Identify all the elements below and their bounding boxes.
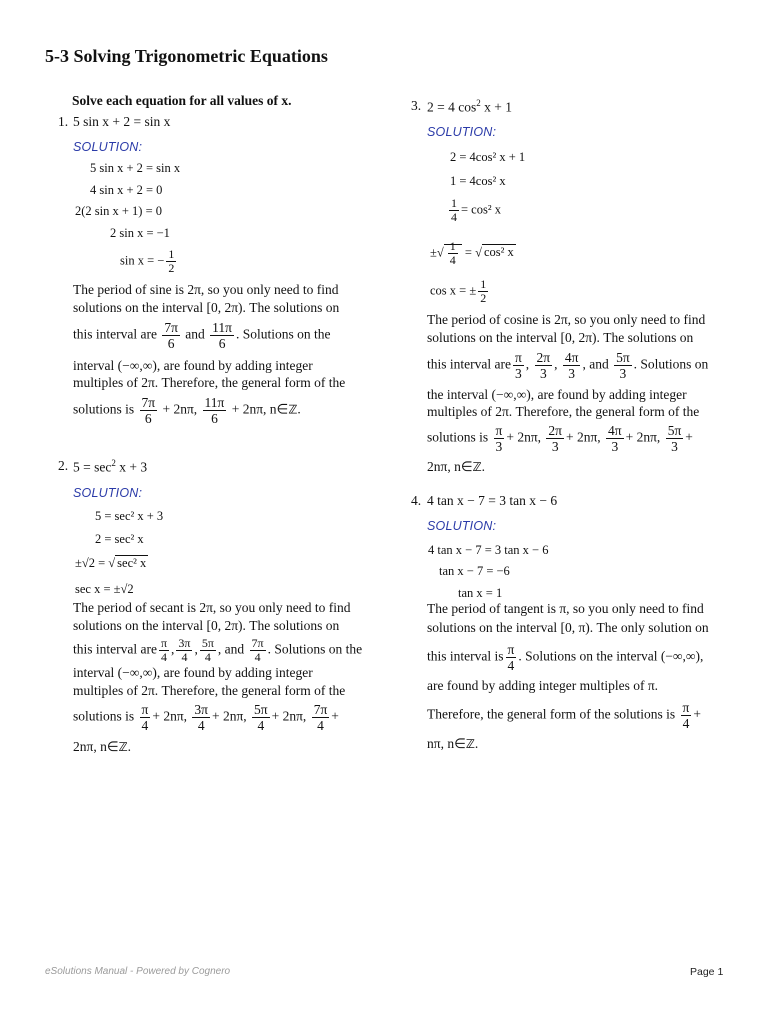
problem-4-step-1: 4 tan x − 7 = 3 tan x − 6 — [428, 543, 549, 557]
problem-1-solution-label: SOLUTION: — [73, 140, 143, 154]
problem-1-text-line-2: solutions on the interval [0, 2π). The solutions on — [73, 300, 340, 315]
problem-4-step-3: tan x = 1 — [458, 586, 503, 600]
problem-1-text-line-4: interval (−∞,∞), are found by adding integer — [73, 358, 313, 373]
problem-3-solution-label: SOLUTION: — [427, 125, 497, 139]
problem-3-step-5: cos x = ± $\frac{1}{2}$ — [430, 277, 487, 305]
problem-2-text-line-1: The period of secant is 2π, so you only need to find — [73, 600, 351, 615]
problem-2-text-line-4: interval (−∞,∞), are found by adding integer — [73, 665, 313, 680]
page-title: 5-3 Solving Trigonometric Equations — [45, 46, 328, 66]
problem-1-step-3: 2(2 sin x + 1) = 0 — [75, 204, 163, 218]
problem-1-text-line-5: multiples of 2π. Therefore, the general form of the — [73, 375, 346, 390]
problem-3-equation: 2 = 4 $\cos^2 x + 1$ — [427, 98, 512, 115]
problem-4-number: 4. — [411, 493, 422, 508]
problem-4-text-line-1: The period of tangent is π, so you only need to find — [427, 601, 704, 616]
problem-1-step-4: 2 sin x = −1 — [110, 226, 170, 240]
problem-1-step-2: 4 sin x + 2 = 0 — [90, 183, 163, 197]
problem-2-number: 2. — [58, 458, 69, 473]
problem-2-solution-label: SOLUTION: — [73, 486, 143, 500]
problem-3-text-line-4: the interval (−∞,∞), are found by adding integer — [427, 387, 687, 402]
problem-3-step-3: $\frac{1}{4}$ = cos² x — [451, 196, 501, 224]
problem-2-text-line-3: this interval are $\frac{\pi}{4}$ , $\frac{3\pi}{4}$ , $\frac{5\pi}{4}$ , and $\frac{7\pi}{4}$ . Solutions on the — [73, 636, 363, 664]
problem-2-step-1: 5 = sec² x + 3 — [95, 509, 164, 523]
problem-2-text-line-5: multiples of 2π. Therefore, the general form of the — [73, 683, 346, 698]
problem-3-number: 3. — [411, 98, 422, 113]
problem-1-equation: 5 sin x + 2 = sin x — [73, 114, 171, 129]
problem-3-text-line-5: multiples of 2π. Therefore, the general form of the — [427, 404, 700, 419]
problem-3-step-2: 1 = 4cos² x — [450, 174, 506, 188]
problem-3-general-solution: solutions is $\frac{\pi}{3}$ + 2nπ, $\frac{2\pi}{3}$ + 2nπ, $\frac{4\pi}{3}$ + 2nπ, $\frac{5\pi}{3}$ + — [427, 423, 693, 454]
problem-1-general-solution: solutions is $\frac{7\pi}{6}$ + 2nπ, $\frac{11\pi}{6}$ + 2nπ, n∈ℤ. — [73, 395, 301, 426]
problem-3-text-line-1: The period of cosine is 2π, so you only need to find — [427, 312, 706, 327]
problem-2-step-2: 2 = sec² x — [95, 532, 144, 546]
problem-4-general-solution: Therefore, the general form of the solutions is $\frac{\pi}{4}$ + — [427, 700, 701, 731]
problem-2-step-3: ±√2 = √ sec² x — [75, 556, 147, 570]
problem-1-step-5: sin x = − $\frac{1}{2}$ — [120, 247, 175, 275]
problem-4-text-line-4: are found by adding integer multiples of π. — [427, 678, 659, 693]
problem-4-solution-label: SOLUTION: — [427, 519, 497, 533]
problem-3-step-4: ±√ $\frac{1}{4}$ = √ cos² x — [430, 239, 514, 267]
problem-2-equation: $5 = \sec^2 x + 3$ — [73, 458, 148, 475]
problem-4-general-solution-end: nπ, n∈ℤ. — [427, 736, 479, 751]
problem-1-step-1: 5 sin x + 2 = sin x — [90, 161, 181, 175]
problem-2-general-solution: solutions is $\frac{\pi}{4}$ + 2nπ, $\frac{3\pi}{4}$ + 2nπ, $\frac{5\pi}{4}$ + 2nπ, $\frac{7\pi}{4}$ + — [73, 702, 339, 733]
problem-4-text-line-3: this interval is $\frac{\pi}{4}$ . Solutions on the interval (−∞,∞), — [427, 642, 704, 673]
problem-4-step-2: tan x − 7 = −6 — [439, 564, 510, 578]
problem-3-text-line-3: this interval are $\frac{\pi}{3}$ , $\frac{2\pi}{3}$ , $\frac{4\pi}{3}$ , and $\frac{5\pi}{3}$ . Solutions on — [427, 350, 709, 381]
footer-credit: eSolutions Manual - Powered by Cognero — [45, 966, 231, 977]
problem-1-text-line-3: this interval are $\frac{7\pi}{6}$ and $\frac{11\pi}{6}$ . Solutions on the — [73, 320, 331, 351]
instruction: Solve each equation for all values of x. — [72, 93, 292, 108]
problem-3-general-solution-end: 2nπ, n∈ℤ. — [427, 459, 486, 474]
problem-3-step-1: 2 = 4cos² x + 1 — [450, 150, 526, 164]
problem-3-text-line-2: solutions on the interval [0, 2π). The solutions on — [427, 330, 694, 345]
page-number: Page 1 — [690, 966, 724, 978]
problem-2-step-4: sec x = ±√2 — [75, 582, 134, 596]
problem-1-text-line-1: The period of sine is 2π, so you only need to find — [73, 282, 339, 297]
problem-1-number: 1. — [58, 114, 69, 129]
problem-2-text-line-2: solutions on the interval [0, 2π). The solutions on — [73, 618, 340, 633]
problem-4-text-line-2: solutions on the interval [0, π). The only solution on — [427, 620, 709, 635]
problem-4-equation: 4 tan x − 7 = 3 tan x − 6 — [427, 493, 558, 508]
problem-2-general-solution-end: 2nπ, n∈ℤ. — [73, 739, 132, 754]
